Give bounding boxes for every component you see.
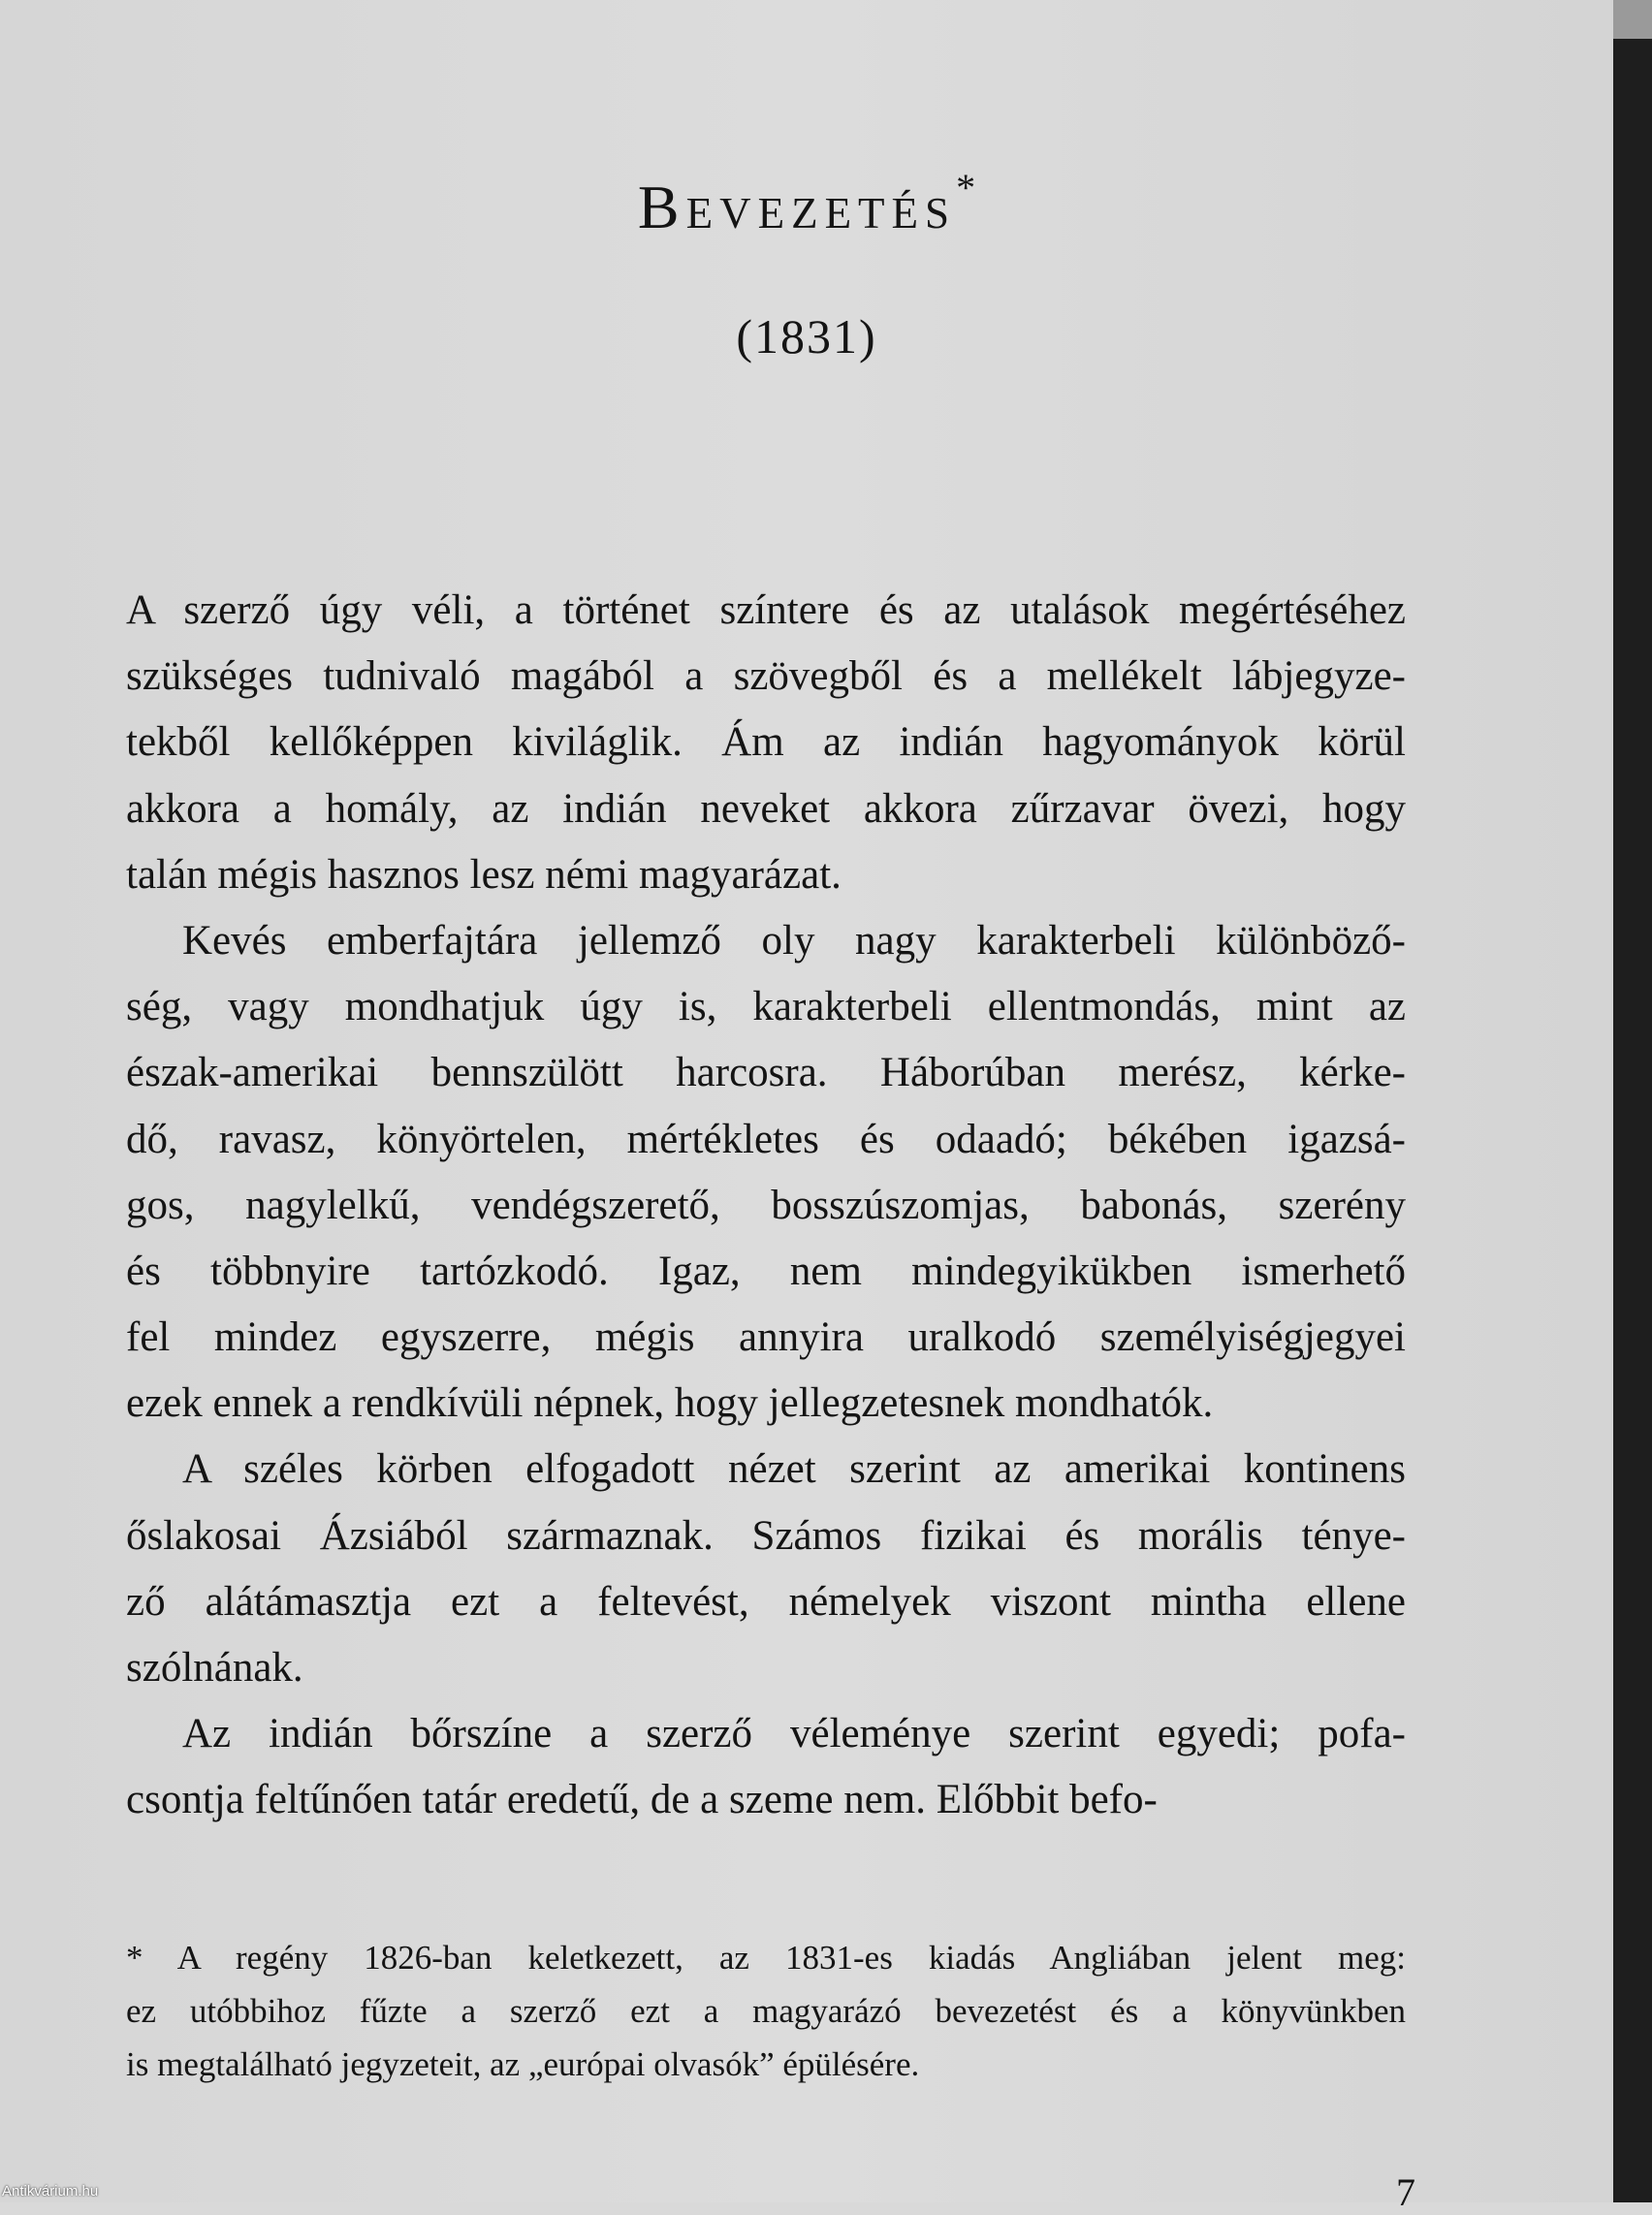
text-line: csontja feltűnően tatár eredetű, de a szeme nem. Előbbit befo- <box>126 1777 1158 1823</box>
text-line: és többnyire tartózkodó. Igaz, nem mindegyikükben ismerhető <box>126 1248 1406 1294</box>
text-line: gos, nagylelkű, vendégszerető, bosszúszomjas, babonás, szerény <box>126 1182 1406 1228</box>
text-line: ző alátámasztja ezt a feltevést, némelyek viszont mintha ellene <box>126 1578 1406 1625</box>
text-line: Kevés emberfajtára jellemző oly nagy karakterbeli különböző- <box>182 917 1406 964</box>
text-line: akkora a homály, az indián neveket akkora zűrzavar övezi, hogy <box>126 785 1406 832</box>
text-line: ség, vagy mondhatjuk úgy is, karakterbeli ellentmondás, mint az <box>126 984 1406 1030</box>
footnote-line: ez utóbbihoz fűzte a szerző ezt a magyarázó bevezetést és a könyvünkben <box>126 1992 1406 2030</box>
text-line: szükséges tudnivaló magából a szövegből és a mellékelt lábjegyze- <box>126 653 1406 700</box>
watermark: Antikvárium.hu <box>2 2183 99 2199</box>
body-text <box>126 578 1406 1834</box>
text-line: A szerző úgy véli, a történet színtere és az utalások megértéséhez <box>126 587 1406 633</box>
page-number: 7 <box>1396 2170 1415 2214</box>
footnote-line: * A regény 1826-ban keletkezett, az 1831-es kiadás Angliában jelent meg: <box>126 1939 1406 1977</box>
book-edge <box>1613 0 1652 2202</box>
text-line: fel mindez egyszerre, mégis annyira uralkodó személyiségjegyei <box>126 1314 1406 1361</box>
chapter-title <box>0 165 1613 243</box>
text-line: őslakosai Ázsiából származnak. Számos fizikai és morális ténye- <box>126 1512 1406 1559</box>
text-line: A széles körben elfogadott nézet szerint az amerikai kontinens <box>182 1446 1406 1493</box>
footnote-line: is megtalálható jegyzeteit, az „európai olvasók” épülésére. <box>126 2045 920 2083</box>
text-line: Az indián bőrszíne a szerző véleménye szerint egyedi; pofa- <box>182 1711 1406 1757</box>
footnote-mark: * <box>956 166 976 209</box>
text-line: szólnának. <box>126 1645 303 1691</box>
chapter-year: (1831) <box>736 309 877 364</box>
text-line: ezek ennek a rendkívüli népnek, hogy jellegzetesnek mondhatók. <box>126 1380 1214 1427</box>
text-line: dő, ravasz, könyörtelen, mértékletes és odaadó; békében igazsá- <box>126 1116 1406 1162</box>
book-edge-top <box>1613 0 1652 39</box>
text-line: tekből kellőképpen kiviláglik. Ám az indián hagyományok körül <box>126 719 1406 766</box>
text-line: talán mégis hasznos lesz némi magyarázat. <box>126 851 842 898</box>
chapter-title-text: Bevezetés <box>637 173 957 241</box>
footnote <box>126 1931 1406 2091</box>
text-line: észak-amerikai bennszülött harcosra. Háborúban merész, kérke- <box>126 1050 1406 1096</box>
